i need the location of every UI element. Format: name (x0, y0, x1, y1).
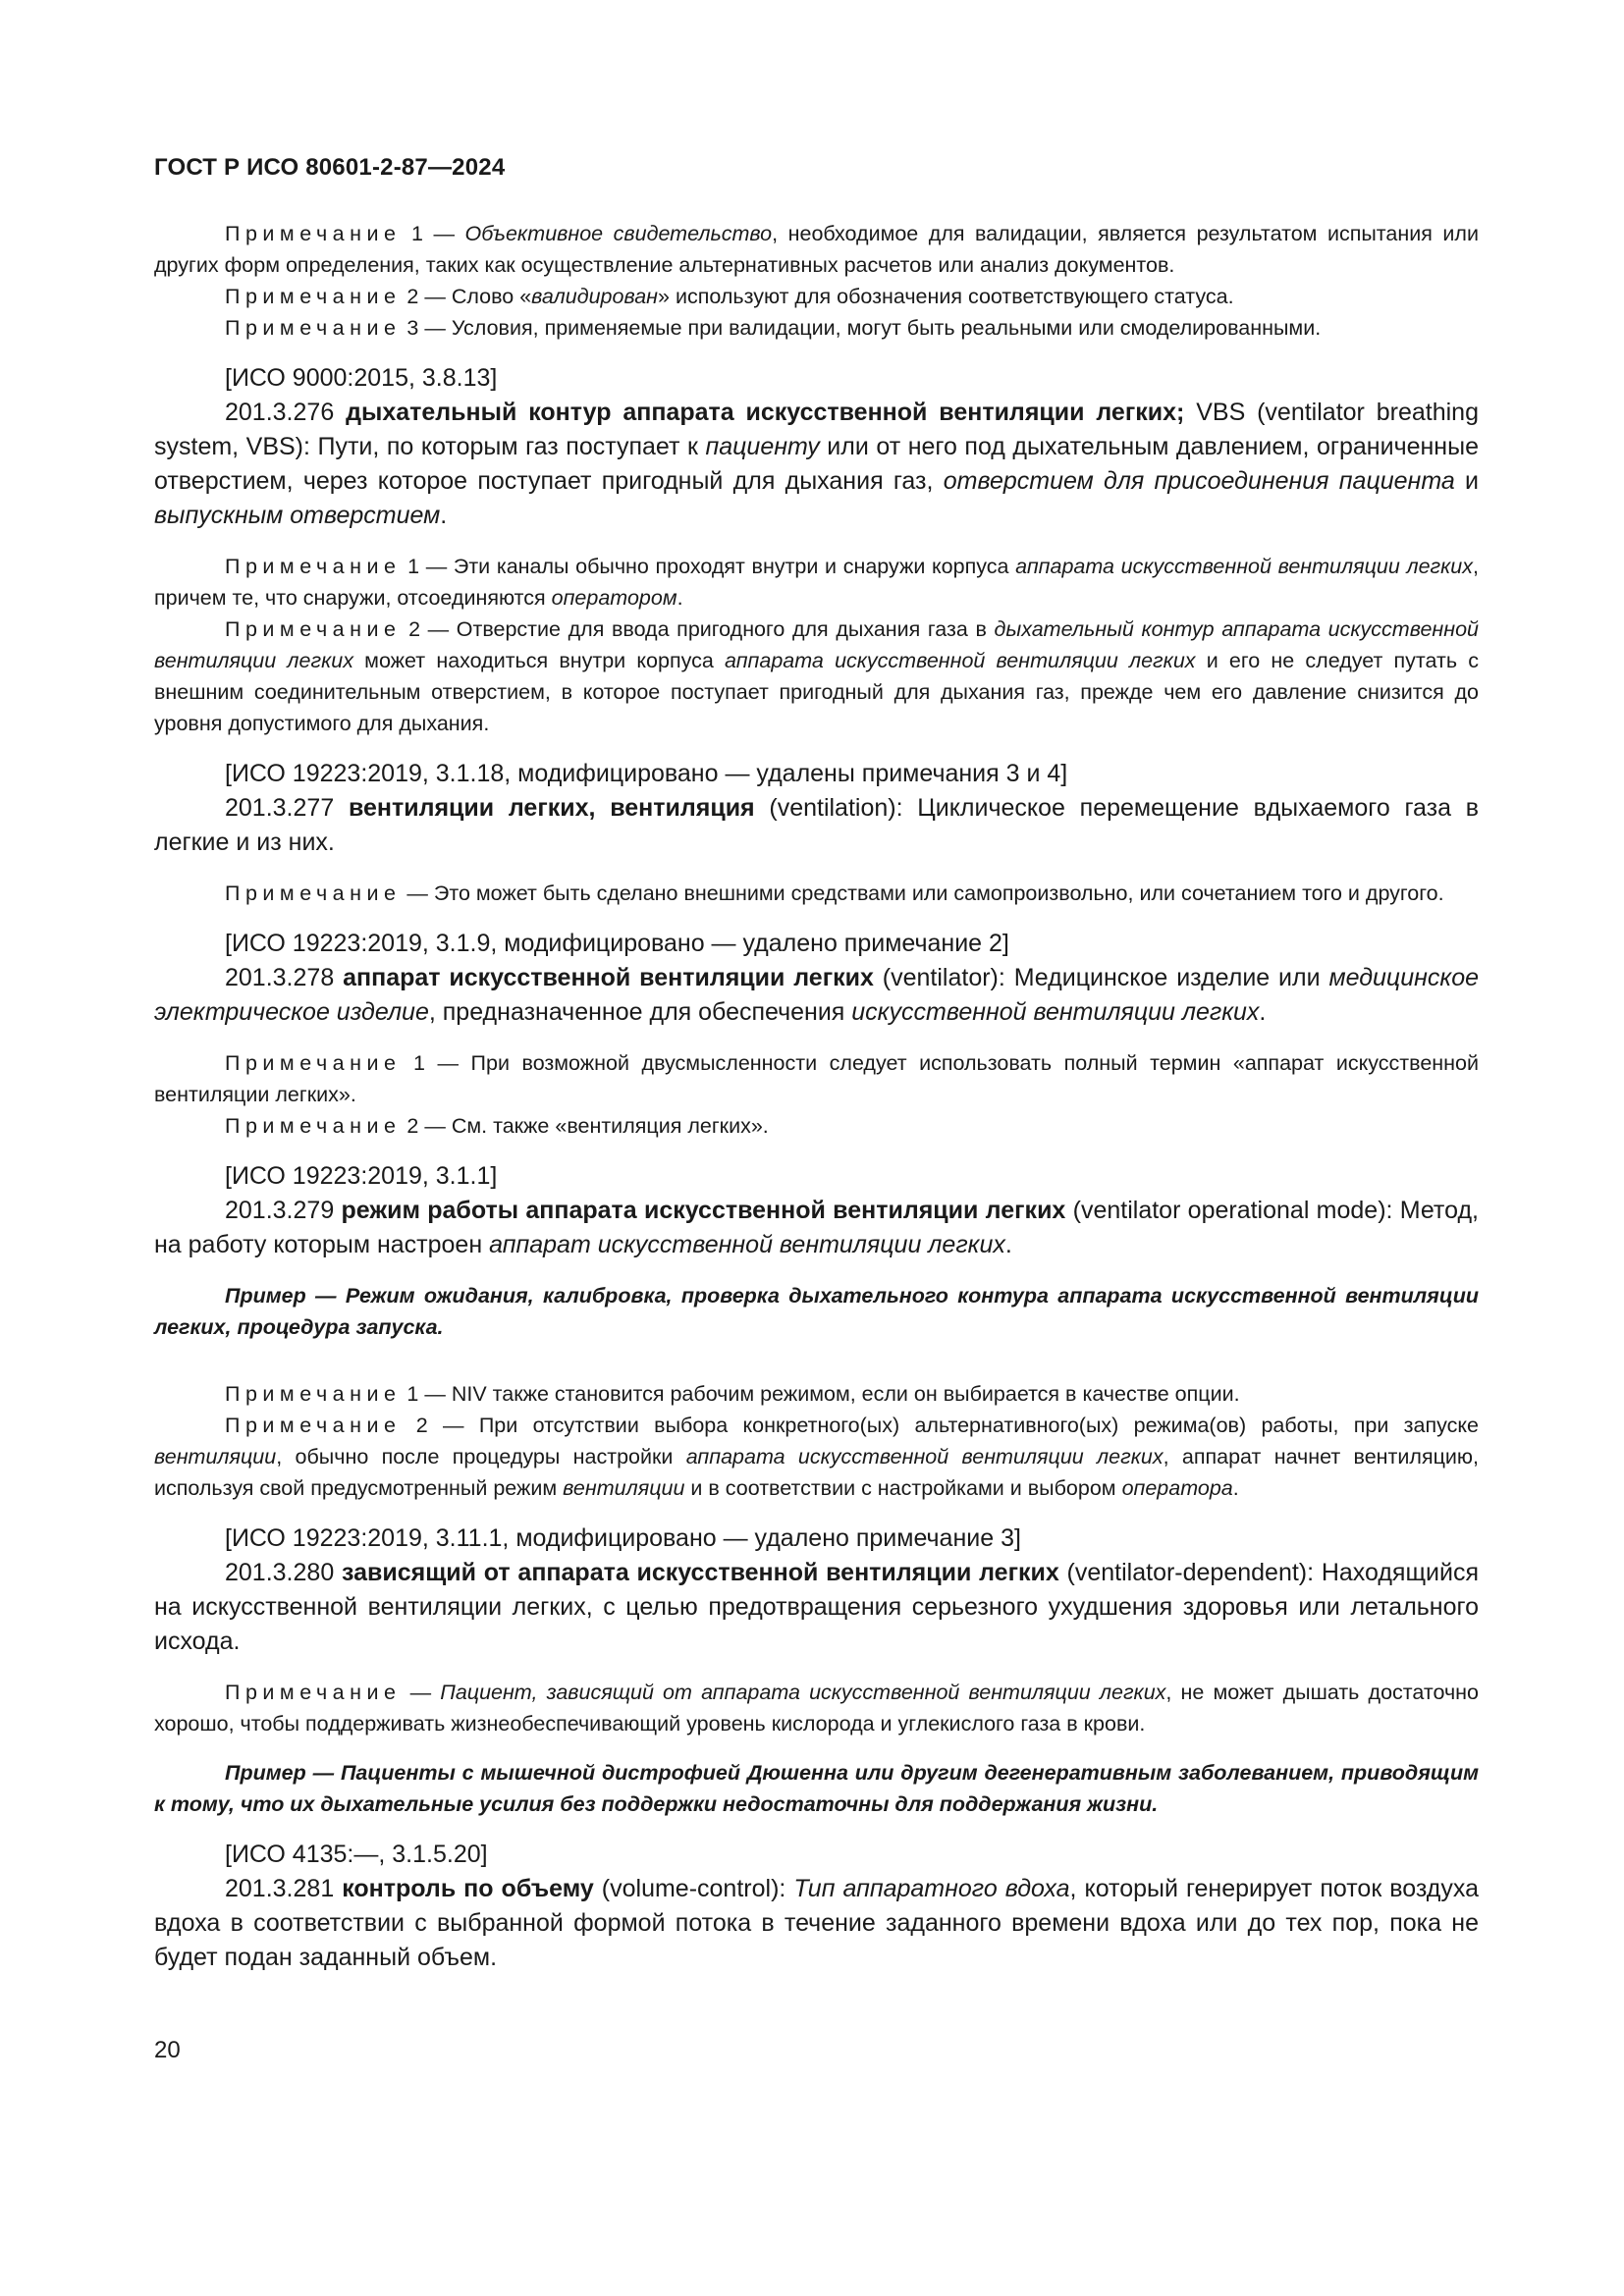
text-segment: может находиться внутри корпуса (352, 649, 725, 672)
term-definition (154, 961, 1479, 1030)
note-label: Примечание (225, 555, 402, 578)
italic-term: медицинское электрическое изделие (154, 964, 1480, 1026)
example-paragraph (154, 1280, 1479, 1343)
text-segment: 201.3.279 (225, 1197, 342, 1224)
text-segment: . (1232, 1476, 1239, 1500)
note-label: Примечание (225, 617, 402, 641)
text-segment: . (1259, 998, 1267, 1026)
spacer (154, 1659, 1479, 1677)
term-name: дыхательный контур аппарата искусственной вентиляции легких; (346, 399, 1185, 426)
text-segment: , аппарат начнет вентиляцию, используя свой предусмотренный режим (154, 1445, 1480, 1500)
italic-term: аппарата искусственной вентиляции легких (685, 1445, 1164, 1468)
text-segment: и его не следует путать с внешним соединительным отверстием, в которое поступает пригодный для дыхания газ, прежде чем его давление снизится до уровня допустимого для дыхания. (154, 649, 1480, 735)
italic-term: аппарата искусственной вентиляции легких (1015, 555, 1474, 578)
text-segment: 1 — Эти каналы обычно проходят внутри и снаружи корпуса (401, 555, 1016, 578)
text-segment: (ventilator): Медицинское изделие или (873, 964, 1329, 991)
term-definition (154, 1556, 1479, 1659)
italic-term: Пациент, зависящий от аппарата искусственной вентиляции легких (440, 1681, 1166, 1704)
note-paragraph (154, 281, 1479, 312)
note-paragraph (154, 1410, 1479, 1504)
source-reference (154, 757, 1479, 791)
term-definition (154, 1194, 1479, 1262)
text-segment: Пример — Режим ожидания, калибровка, проверка дыхательного контура аппарата искусственной вентиляции легких, процедура запуска. (154, 1284, 1479, 1339)
term-name: зависящий от аппарата искусственной вентиляции легких (341, 1559, 1059, 1586)
text-segment: 1 — (401, 222, 465, 245)
source-reference (154, 1522, 1479, 1556)
italic-term: искусственной вентиляции легких (851, 998, 1260, 1026)
term-definition (154, 396, 1479, 533)
italic-term: вентиляции (154, 1445, 277, 1468)
italic-term: Объективное свидетельство (464, 222, 773, 245)
text-segment: , причем те, что снаружи, отсоединяются (154, 555, 1479, 610)
italic-term: валидирован (531, 285, 659, 308)
spacer (154, 1343, 1479, 1378)
term-definition (154, 1872, 1479, 1975)
spacer (154, 1142, 1479, 1159)
note-label: Примечание (225, 1681, 402, 1704)
text-segment: — (401, 1681, 441, 1704)
text-segment: , предназначенное для обеспечения (428, 998, 852, 1026)
note-label: Примечание (225, 285, 402, 308)
text-segment: — Это может быть сделано внешними средствами или самопроизвольно, или сочетанием того и другого. (401, 881, 1444, 905)
note-label: Примечание (225, 1382, 402, 1406)
text-segment: 201.3.280 (225, 1559, 342, 1586)
text-segment: , не может дышать достаточно хорошо, чтобы поддерживать жизнеобеспечивающий уровень кислорода и углекислого газа в крови. (154, 1681, 1479, 1735)
note-paragraph (154, 551, 1479, 614)
source-reference (154, 1838, 1479, 1872)
spacer (154, 909, 1479, 927)
source-reference (154, 927, 1479, 961)
note-paragraph (154, 1110, 1479, 1142)
note-label: Примечание (225, 222, 402, 245)
document-header: ГОСТ Р ИСО 80601-2-87—2024 (154, 154, 506, 181)
italic-term: Тип аппаратного вдоха (793, 1875, 1070, 1902)
text-segment: Пример — Пациенты с мышечной дистрофией Дюшенна или другим дегенеративным заболеванием, приводящим к тому, что их дыхательные усилия без поддержки недостаточны для поддержания жизни. (154, 1761, 1479, 1816)
text-segment: VBS (ventilator breathing system, VBS): Пути, по которым газ поступает к (154, 399, 1479, 460)
source-reference (154, 1159, 1479, 1194)
text-segment: [ИСО 9000:2015, 3.8.13] (225, 364, 498, 392)
text-segment: или от него под дыхательным давлением, ограниченные отверстием, через которое поступает пригодный для дыхания газ, (154, 433, 1479, 495)
italic-term: аппарат искусственной вентиляции легких (489, 1231, 1005, 1258)
document-body (154, 218, 1479, 1975)
text-segment: [ИСО 19223:2019, 3.1.18, модифицировано — удалены примечания 3 и 4] (225, 760, 1068, 787)
spacer (154, 860, 1479, 878)
text-segment: [ИСО 19223:2019, 3.1.1] (225, 1162, 498, 1190)
text-segment: , необходимое для валидации, является результатом испытания или других форм определения, таких как осуществление альтернативных расчетов или анализ документов. (154, 222, 1479, 277)
note-paragraph (154, 614, 1479, 739)
source-reference (154, 361, 1479, 396)
note-paragraph (154, 218, 1479, 281)
text-segment: (ventilator operational mode): Метод, на работу которым настроен (154, 1197, 1479, 1258)
text-segment: . (1004, 1231, 1012, 1258)
text-segment: [ИСО 19223:2019, 3.11.1, модифицировано — удалено примечание 3] (225, 1524, 1021, 1552)
italic-term: оператором (551, 586, 677, 610)
text-segment: [ИСО 4135:—, 3.1.5.20] (225, 1841, 488, 1868)
text-segment: . (440, 502, 448, 529)
term-definition (154, 791, 1479, 860)
note-paragraph (154, 1378, 1479, 1410)
spacer (154, 344, 1479, 361)
text-segment: 2 — При отсутствии выбора конкретного(ых) альтернативного(ых) режима(ов) работы, при запуске (401, 1414, 1479, 1437)
text-segment: 201.3.281 (225, 1875, 343, 1902)
text-segment: и (1454, 467, 1479, 495)
italic-term: вентиляции (563, 1476, 685, 1500)
spacer (154, 533, 1479, 551)
text-segment: 3 — Условия, применяемые при валидации, могут быть реальными или смоделированными. (401, 316, 1322, 340)
term-name: вентиляции легких, вентиляция (348, 794, 755, 822)
note-label: Примечание (225, 1051, 402, 1075)
note-label: Примечание (225, 881, 402, 905)
text-segment: (volume-control): (593, 1875, 794, 1902)
text-segment: 1 — NIV также становится рабочим режимом, если он выбирается в качестве опции. (401, 1382, 1240, 1406)
text-segment: [ИСО 19223:2019, 3.1.9, модифицировано — удалено примечание 2] (225, 930, 1009, 957)
note-paragraph (154, 878, 1479, 909)
note-label: Примечание (225, 1114, 402, 1138)
italic-term: выпускным отверстием (154, 502, 441, 529)
note-paragraph (154, 1047, 1479, 1110)
text-segment: » используют для обозначения соответствующего статуса. (658, 285, 1234, 308)
italic-term: дыхательный контур аппарата искусственной вентиляции легких (154, 617, 1479, 672)
italic-term: пациенту (705, 433, 820, 460)
text-segment: 201.3.278 (225, 964, 344, 991)
term-name: аппарат искусственной вентиляции легких (343, 964, 874, 991)
text-segment: 201.3.277 (225, 794, 349, 822)
text-segment: (ventilation): Циклическое перемещение вдыхаемого газа в легкие и из них. (154, 794, 1479, 856)
spacer (154, 1262, 1479, 1280)
note-label: Примечание (225, 316, 402, 340)
text-segment: 1 — При возможной двусмысленности следует использовать полный термин «аппарат искусственной вентиляции легких». (154, 1051, 1479, 1106)
text-segment: и в соответствии с настройками и выбором (684, 1476, 1122, 1500)
spacer (154, 1030, 1479, 1047)
spacer (154, 1820, 1479, 1838)
spacer (154, 739, 1479, 757)
spacer (154, 1504, 1479, 1522)
note-paragraph (154, 1677, 1479, 1739)
text-segment: 2 — См. также «вентиляция легких». (401, 1114, 769, 1138)
term-name: режим работы аппарата искусственной вентиляции легких (341, 1197, 1066, 1224)
text-segment: , который генерирует поток воздуха вдоха в соответствии с выбранной формой потока в течение заданного времени вдоха или до тех пор, пока не будет подан заданный объем. (154, 1875, 1480, 1971)
note-paragraph (154, 312, 1479, 344)
spacer (154, 1739, 1479, 1757)
page-number: 20 (154, 2037, 181, 2063)
text-segment: 201.3.276 (225, 399, 347, 426)
italic-term: отверстием для присоединения пациента (943, 467, 1455, 495)
example-paragraph (154, 1757, 1479, 1820)
text-segment: 2 — Слово « (401, 285, 532, 308)
note-label: Примечание (225, 1414, 402, 1437)
text-segment: , обычно после процедуры настройки (276, 1445, 686, 1468)
text-segment: . (677, 586, 683, 610)
term-name: контроль по объему (342, 1875, 594, 1902)
text-segment: (ventilator-dependent): Находящийся на искусственной вентиляции легких, с целью предотвращения серьезного ухудшения здоровья или летального исхода. (154, 1559, 1480, 1655)
italic-term: оператора (1121, 1476, 1233, 1500)
text-segment: 2 — Отверстие для ввода пригодного для дыхания газа в (401, 617, 995, 641)
italic-term: аппарата искусственной вентиляции легких (725, 649, 1196, 672)
